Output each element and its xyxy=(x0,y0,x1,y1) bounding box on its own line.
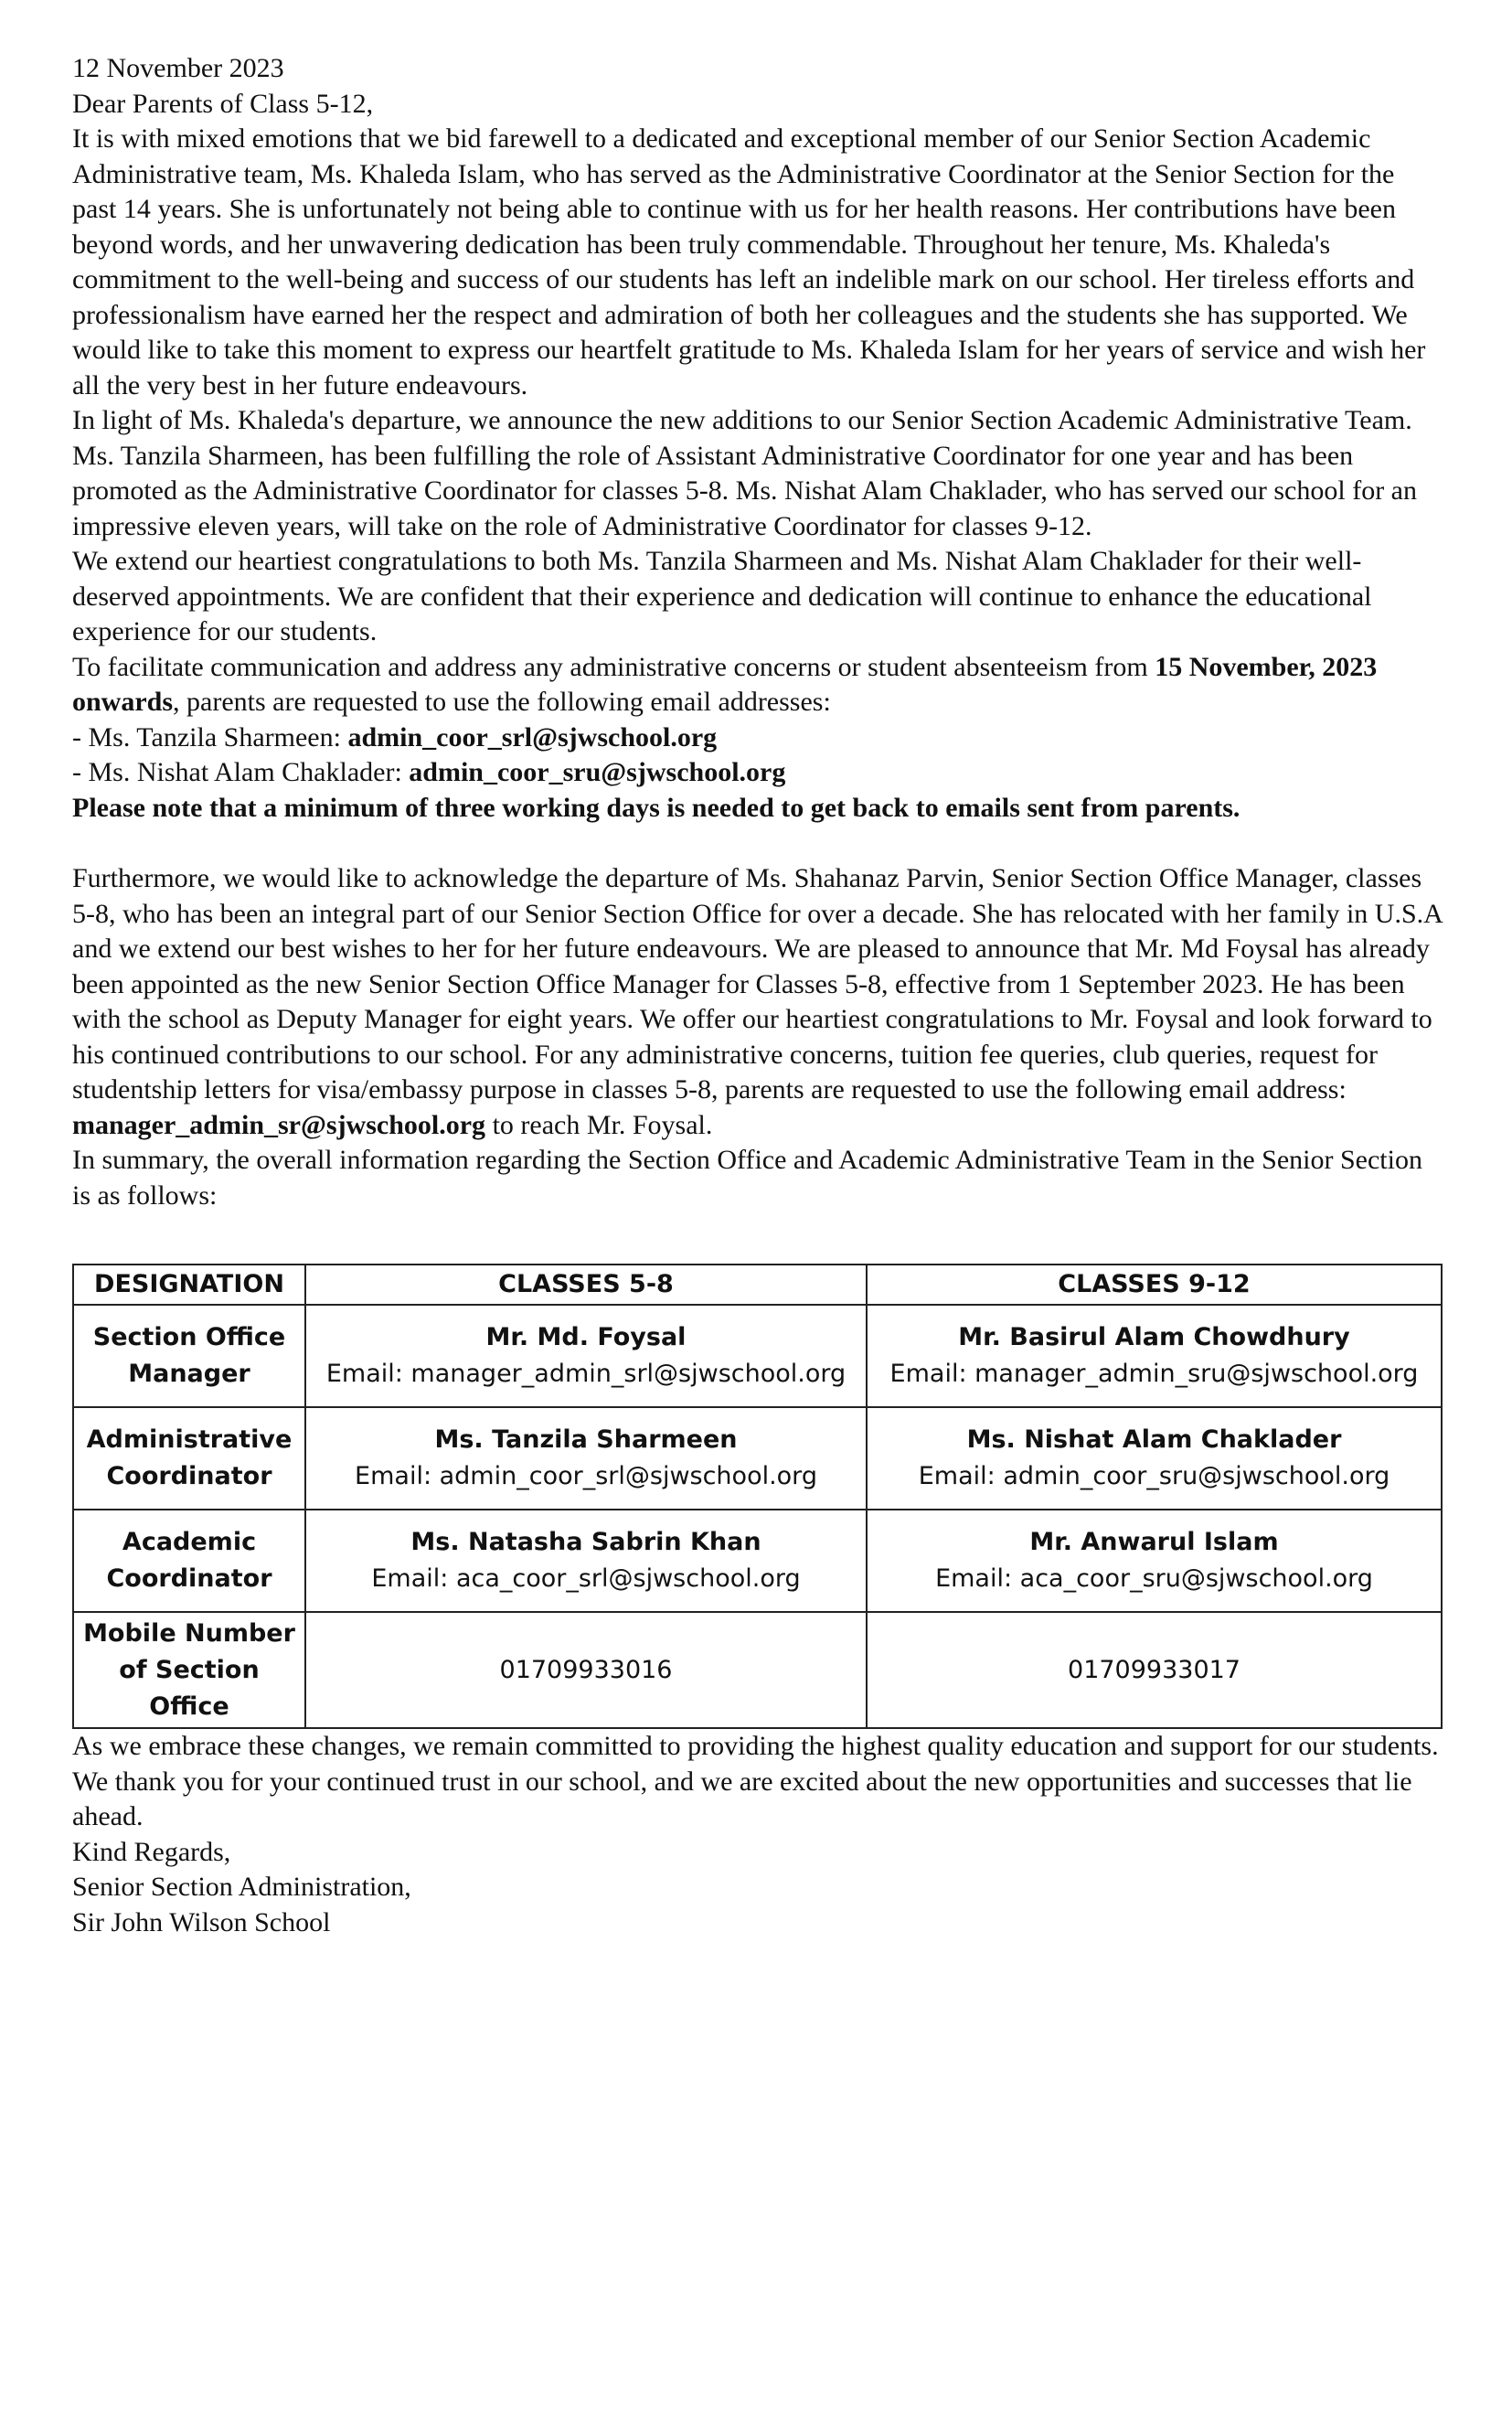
contact-1-email: admin_coor_srl@sjwschool.org xyxy=(347,721,718,752)
contact-1-name: - Ms. Tanzila Sharmeen: xyxy=(72,721,348,752)
office-manager-paragraph xyxy=(72,861,1443,1143)
staff-name: Ms. Nishat Alam Chaklader xyxy=(966,1425,1342,1454)
communication-section xyxy=(72,650,1443,827)
header-designation: DESIGNATION xyxy=(73,1265,305,1305)
table-cell xyxy=(867,1407,1442,1510)
staff-email: Email: admin_coor_srl@sjwschool.org xyxy=(355,1462,817,1490)
congratulations-paragraph: We extend our heartiest congratulations to both Ms. Tanzila Sharmeen and Ms. Nishat Alam Chaklader for their well-deserved appointments. We are confident that their experience and dedication will continue to enhance the educational experience for our students. xyxy=(72,546,1372,646)
table-row xyxy=(73,1305,1442,1407)
header-classes-9-12: CLASSES 9-12 xyxy=(867,1265,1442,1305)
communication-paragraph xyxy=(72,650,1443,720)
contact-line-1 xyxy=(72,720,1443,756)
new-additions-paragraph: In light of Ms. Khaleda's departure, we announce the new additions to our Senior Section Academic Administrative Team. Ms. Tanzila Sharmeen, has been fulfilling the role of Assistant Administrative Coordinator for one year and has been promoted as the Administrative Coordinator for classes 5-8. Ms. Nishat Alam Chaklader, who has served our school for an impressive eleven years, will take on the role of Administrative Coordinator for classes 9-12. xyxy=(72,405,1417,541)
staff-table xyxy=(72,1264,1443,1729)
staff-name: Mr. Anwarul Islam xyxy=(1029,1528,1279,1556)
table-row xyxy=(73,1510,1442,1612)
letter-date: 12 November 2023 xyxy=(72,53,284,83)
contact-2-name: - Ms. Nishat Alam Chaklader: xyxy=(72,757,410,787)
contact-2-email: admin_coor_sru@sjwschool.org xyxy=(409,757,786,787)
row-label: Administrative Coordinator xyxy=(73,1407,305,1510)
table-row xyxy=(73,1407,1442,1510)
closing-paragraph: As we embrace these changes, we remain committed to providing the highest quality education and support for our students. We thank you for your continued trust in our school, and we are excited about the new opportunities and successes that lie ahead. xyxy=(72,1731,1439,1831)
table-cell xyxy=(867,1510,1442,1612)
mobile-number-9-12: 01709933017 xyxy=(867,1612,1442,1728)
table-cell xyxy=(305,1510,867,1612)
table-cell xyxy=(305,1305,867,1407)
effective-date: 15 November, 2023 onwards xyxy=(72,651,1378,717)
header-classes-5-8: CLASSES 5-8 xyxy=(305,1265,867,1305)
signoff-regards: Kind Regards, xyxy=(72,1836,231,1867)
farewell-paragraph: It is with mixed emotions that we bid farewell to a dedicated and exceptional member of our Senior Section Academic Administrative team, Ms. Khaleda Islam, who has served as the Administrative Coordinator at the Senior Section for the past 14 years. She is unfortunately not being able to continue with us for her health reasons. Her contributions have been beyond words, and her unwavering dedication has been truly commendable. Throughout her tenure, Ms. Khaleda's commitment to the well-being and success of our students has left an indelible mark on our school. Her tireless efforts and professionalism have earned her the respect and admiration of both her colleagues and the students she has supported. We would like to take this moment to express our heartfelt gratitude to Ms. Khaleda Islam for her years of service and wish her all the very best in her future endeavours. xyxy=(72,123,1426,400)
table-cell xyxy=(867,1305,1442,1407)
mobile-number-5-8: 01709933016 xyxy=(305,1612,867,1728)
communication-text-end: , parents are requested to use the following email addresses: xyxy=(173,687,831,717)
staff-name: Mr. Basirul Alam Chowdhury xyxy=(958,1323,1350,1351)
staff-email: Email: aca_coor_sru@sjwschool.org xyxy=(935,1564,1373,1593)
office-manager-text-end: to reach Mr. Foysal. xyxy=(485,1109,713,1140)
salutation: Dear Parents of Class 5-12, xyxy=(72,88,374,119)
row-label: Section Office Manager xyxy=(73,1305,305,1407)
contact-line-2 xyxy=(72,755,1443,791)
response-time-note: Please note that a minimum of three working days is needed to get back to emails sent from parents. xyxy=(72,792,1240,823)
signoff-department: Senior Section Administration, xyxy=(72,1872,411,1902)
staff-email: Email: aca_coor_srl@sjwschool.org xyxy=(371,1564,801,1593)
row-label: Mobile Number of Section Office xyxy=(73,1612,305,1728)
office-manager-text: Furthermore, we would like to acknowledge the departure of Ms. Shahanaz Parvin, Senior Section Office Manager, classes 5-8, who has been an integral part of our Senior Section Office for over a decade. She has relocated with her family in U.S.A and we extend our best wishes to her for her future endeavours. We are pleased to announce that Mr. Md Foysal has already been appointed as the new Senior Section Office Manager for Classes 5-8, effective from 1 September 2023. He has been with the school as Deputy Manager for eight years. We offer our heartiest congratulations to Mr. Foysal and look forward to his continued contributions to our school. For any administrative concerns, tuition fee queries, club queries, request for studentship letters for visa/embassy purpose in classes 5-8, parents are requested to use the following email address: xyxy=(72,863,1443,1105)
office-manager-email: manager_admin_sr@sjwschool.org xyxy=(72,1109,486,1140)
row-label: Academic Coordinator xyxy=(73,1510,305,1612)
staff-email: Email: manager_admin_sru@sjwschool.org xyxy=(889,1360,1419,1388)
staff-name: Ms. Tanzila Sharmeen xyxy=(434,1425,738,1454)
table-cell xyxy=(305,1407,867,1510)
letter-page xyxy=(72,51,1443,1940)
staff-email: Email: admin_coor_sru@sjwschool.org xyxy=(918,1462,1390,1490)
staff-email: Email: manager_admin_srl@sjwschool.org xyxy=(325,1360,847,1388)
staff-name: Ms. Natasha Sabrin Khan xyxy=(410,1528,761,1556)
communication-text-start: To facilitate communication and address any administrative concerns or student absenteeism from xyxy=(72,651,1155,682)
staff-name: Mr. Md. Foysal xyxy=(485,1323,687,1351)
summary-paragraph: In summary, the overall information regarding the Section Office and Academic Administrative Team in the Senior Section is as follows: xyxy=(72,1145,1422,1211)
table-header-row xyxy=(73,1265,1442,1305)
table-row-mobile xyxy=(73,1612,1442,1728)
signoff-school: Sir John Wilson School xyxy=(72,1906,331,1937)
